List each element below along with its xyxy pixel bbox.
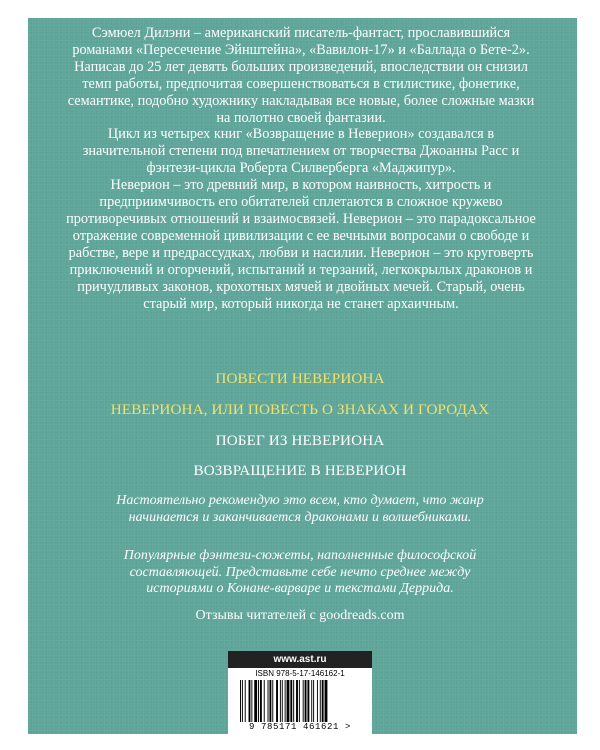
barcode-bar [287, 680, 290, 722]
barcode-bar [313, 680, 314, 722]
series-title-1: ПОВЕСТИ НЕВЕРИОНА [215, 370, 385, 387]
barcode-bar [296, 680, 298, 722]
barcode-bar [254, 680, 257, 722]
barcode-bar [282, 680, 283, 722]
barcode-bar [293, 680, 294, 722]
barcode-bar [269, 680, 271, 722]
barcode-bar [325, 680, 328, 722]
series-title-4: ВОЗВРАЩЕНИЕ В НЕВЕРИОН [193, 462, 407, 479]
barcode-bar [272, 680, 273, 722]
barcode-image [240, 680, 360, 722]
barcode-bar [311, 680, 312, 722]
barcode-block [228, 651, 372, 734]
reader-review-1: Настоятельно рекомендую это всем, кто думает, что жанр начинается и заканчивается драконами и волшебниками. [116, 493, 484, 525]
reader-review-2: Популярные фэнтези-сюжеты, наполненные философской составляющей. Представьте себе нечто среднее между историями о Конане-варваре и текстами Деррида. [123, 548, 477, 597]
series-title-2: НЕВЕРИОНА, ИЛИ ПОВЕСТЬ О ЗНАКАХ И ГОРОДАХ [110, 401, 490, 418]
barcode-bar [299, 680, 300, 722]
synopsis-paragraph-cycle: Цикл из четырех книг «Возвращение в Неверион» создавался в значительной степени под впечатлением от творчества Джоанны Расс и фэнтези-цикла Роберта Силверберга «Маджипур». [82, 126, 520, 177]
barcode-bar [268, 680, 269, 722]
barcode-bar [303, 680, 304, 722]
barcode-bar [317, 680, 318, 722]
barcode-bar [320, 680, 321, 722]
barcode-bar [307, 680, 309, 722]
barcode-bar [285, 680, 286, 722]
barcode-digits: 9 785171 461621 > [248, 722, 351, 732]
barcode-bar [240, 680, 241, 722]
reviews-source: Отзывы читателей с goodreads.com [195, 608, 405, 623]
barcode-bar [242, 680, 243, 722]
barcode-bar [280, 680, 281, 722]
barcode-bar [249, 680, 251, 722]
barcode-bar [245, 680, 246, 722]
barcode-bar [264, 680, 265, 722]
synopsis-paragraph-world: Неверион – это древний мир, в котором наивность, хитрость и предприимчивость его обитателей сплетаются в сложное кружево противоречивых отношений и взаимосвязей. Неверион – это парадоксальное отражение современной цивилизации с ее вечными вопросами о свободе и рабстве, вере и предрассудках, любви и насилии. Неверион – это круговерть приключений и огорчений, испытаний и терзаний, легкокрылых драконов и причудливых законов, крохотных мячей и двойных мечей. Старый, очень старый мир, который никогда не станет архаичным. [66, 177, 536, 312]
barcode-bar [251, 680, 252, 722]
publisher-website: www.ast.ru [228, 651, 372, 668]
isbn-text: ISBN 978-5-17-146162-1 [255, 669, 345, 678]
barcode-bar [258, 680, 259, 722]
barcode-bar [305, 680, 307, 722]
series-title-3: ПОБЕГ ИЗ НЕВЕРИОНА [215, 432, 385, 449]
barcode-bar [260, 680, 262, 722]
barcode-bar [276, 680, 278, 722]
synopsis-paragraph-author: Сэмюел Дилэни – американский писатель-фантаст, прославившийся романами «Пересечение Эйнштейна», «Вавилон-17» и «Баллада о Бете-2». Написав до 25 лет девять больших произведений, впоследствии он снизил темп работы, предпочитая совершенствоваться в стилистике, фонетике, семантике, подобно художнику накладывая все новые, более сложные мазки на полотно своей фантазии. [67, 25, 535, 126]
barcode-bar [290, 680, 292, 722]
book-synopsis [66, 25, 536, 312]
barcode-bar [322, 680, 324, 722]
